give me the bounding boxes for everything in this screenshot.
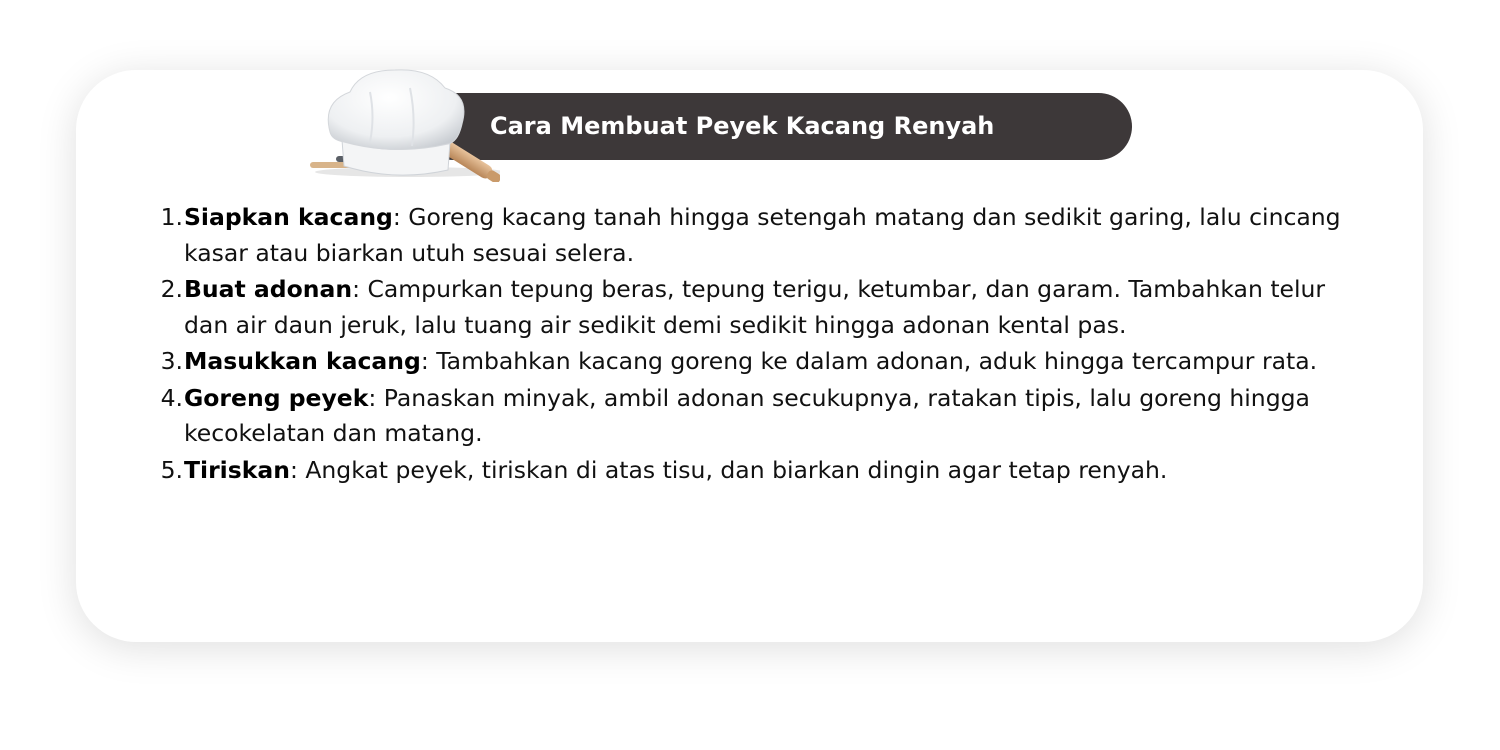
step-number: 2. (160, 275, 183, 303)
step-number: 1. (160, 203, 183, 231)
step-text: : Angkat peyek, tiriskan di atas tisu, dan biarkan dingin agar tetap renyah. (289, 455, 1168, 484)
list-item (155, 200, 1355, 271)
step-term: Masukkan kacang (184, 347, 421, 375)
steps-list (155, 200, 1355, 489)
step-number: 3. (160, 347, 183, 375)
step-number: 4. (160, 383, 183, 412)
step-term: Goreng peyek (184, 383, 369, 412)
chef-hat-icon (300, 62, 500, 182)
step-text: : Panaskan minyak, ambil adonan secukupnya, ratakan tipis, lalu goreng hingga kecokelatan dan matang. (184, 383, 1310, 447)
list-item (155, 344, 1355, 380)
step-term: Siapkan kacang (184, 203, 393, 231)
step-term: Tiriskan (184, 455, 290, 484)
step-number: 5. (160, 455, 183, 484)
list-item (155, 272, 1355, 343)
step-text: : Goreng kacang tanah hingga setengah matang dan sedikit garing, lalu cincang kasar atau biarkan utuh sesuai selera. (184, 203, 1341, 267)
list-item (155, 381, 1355, 452)
step-text: : Tambahkan kacang goreng ke dalam adonan, aduk hingga tercampur rata. (420, 347, 1318, 375)
step-text: : Campurkan tepung beras, tepung terigu, ketumbar, dan garam. Tambahkan telur dan air daun jeruk, lalu tuang air sedikit demi sedikit hingga adonan kental pas. (184, 275, 1326, 339)
step-term: Buat adonan (184, 275, 353, 303)
list-item (155, 453, 1355, 489)
page-title: Cara Membuat Peyek Kacang Renyah (490, 112, 995, 140)
